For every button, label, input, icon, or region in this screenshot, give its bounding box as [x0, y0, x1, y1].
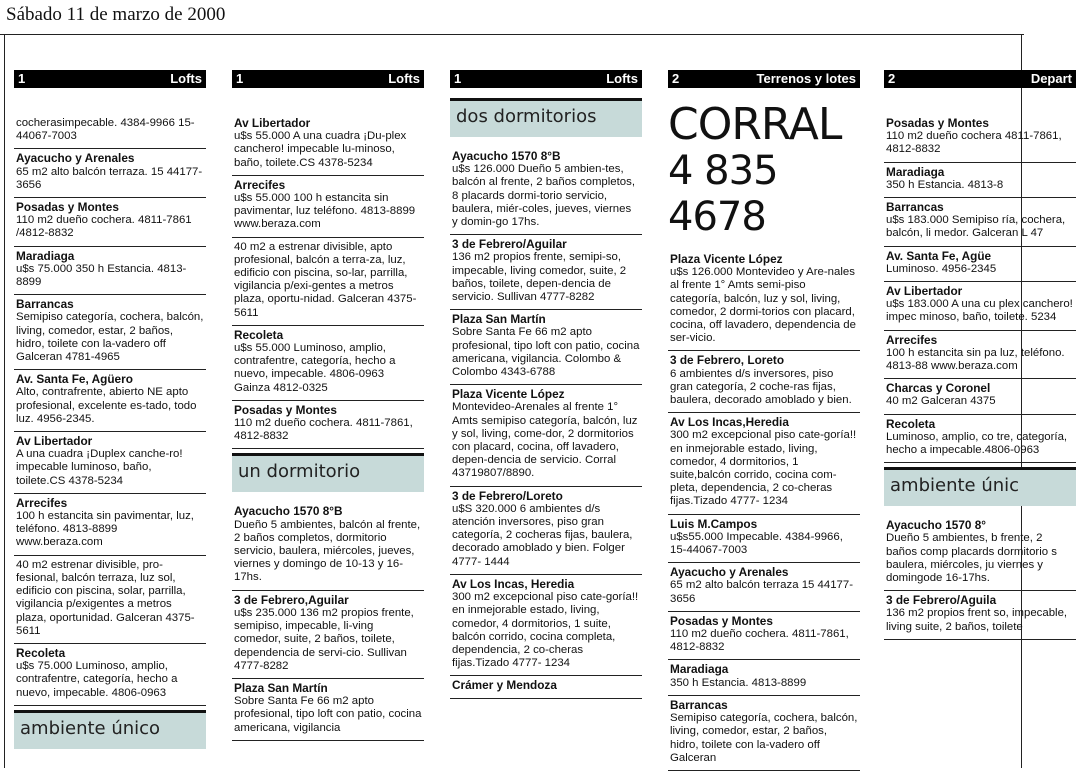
ad-text: u$s 55.000 100 h estancita sin pavimentar, luz teléfono. 4813-8899 www.beraza.com — [234, 192, 416, 231]
column-body — [668, 99, 860, 771]
ad-title: 3 de Febrero/Aguilar — [452, 237, 567, 252]
ad-text: 110 m2 dueño cochera. 4811-7861, 4812-8832 — [670, 628, 849, 654]
ad-text: 110 m2 dueño cochera. 4811-7861 /4812-8832 — [16, 214, 192, 240]
column-3 — [450, 70, 642, 768]
ad-text: u$s 55.000 Luminoso, amplio, contrafentre, categoría, hecho a nuevo, impecable. 4806-0963 Gainza 4812-0325 — [234, 342, 396, 394]
ad-text: u$S 320.000 6 ambientes d/s atención inversores, piso gran categoría, 2 cocheras fijas, baulera, decorado amoblado y bien. Folger 4777- 1444 — [452, 502, 633, 568]
classified-ad — [450, 310, 642, 385]
ad-text: u$s55.000 Impecable. 4384-9966, 15-44067-7003 — [670, 530, 843, 557]
classified-ad — [450, 385, 642, 486]
ad-title: Av Los Incas,Heredia — [670, 415, 789, 430]
column-body — [232, 114, 424, 741]
classified-ad — [884, 114, 1076, 163]
ad-text: u$s 75.000 350 h Estancia. 4813-8899 — [16, 262, 187, 289]
ad-title: Arrecifes — [16, 495, 68, 510]
classified-ad — [884, 331, 1076, 380]
ad-title: 3 de Febrero,Aguilar — [234, 592, 349, 607]
section-name: Lofts — [170, 71, 202, 86]
classified-ad — [668, 351, 860, 413]
column-1 — [14, 70, 206, 768]
ad-text: 110 m2 dueño cochera. 4811-7861, 4812-8832 — [234, 417, 413, 443]
section-name: Terrenos y lotes — [756, 71, 856, 86]
ad-text: 40 m2 estrenar divisible, pro-fesional, balcón terraza, luz sol, edificio con piscina, solar, parrilla, vigilancia p/exigentes a metros plaza, oportunidad. Galceran 4375-5611 — [16, 558, 195, 637]
ad-text: 350 h Estancia. 4813-8 — [886, 178, 1004, 191]
section-header — [232, 70, 424, 88]
column-body — [450, 98, 642, 699]
classified-ad — [14, 198, 206, 247]
ad-text: Alto, contrafrente, abierto NE apto profesional, excelente es-tado, todo luz. 4956-2345. — [16, 386, 197, 425]
ad-title: Av Libertador — [886, 284, 963, 299]
ad-title: Plaza Vicente López — [452, 387, 565, 402]
ad-title: Posadas y Montes — [886, 116, 989, 130]
ad-title: Barrancas — [670, 697, 728, 712]
ad-text: 300 m2 excepcional piso cate-goría!! en inmejorable estado, living, comedor, 4 dormitorios, 1 suite, balcón corrido, cocina completa, dependencia, 2 co-cheras fijas.Tizado 4777- 1234 — [452, 591, 639, 670]
advertiser-phone: 4 835 4678 — [668, 148, 778, 240]
classified-ad — [668, 413, 860, 514]
ad-title: Ayacucho y Arenales — [16, 151, 135, 166]
classified-ad — [232, 401, 424, 450]
classified-ad — [450, 147, 642, 235]
classified-ad — [14, 247, 206, 296]
ad-title: Crámer y Mendoza — [452, 678, 557, 693]
ad-text: 6 ambientes d/s inversores, piso gran categoría, 2 coche-ras fijas, baulera, decorado amoblado y bien. — [670, 367, 852, 407]
ad-title: Ayacucho 1570 8°B — [234, 504, 343, 519]
ad-text: 40 m2 a estrenar divisible, apto profesional, balcón a terra-za, luz, edificio con piscina, so-lar, parrilla, vigilancia p/exi-gentes a metros plaza, oportu-nidad. Galceran 4375-5611 — [234, 240, 417, 319]
classified-ad — [884, 591, 1076, 640]
classified-ad — [450, 676, 642, 698]
ad-text: Luminoso. 4956-2345 — [886, 262, 997, 275]
advertiser-name: CORRAL — [668, 99, 842, 150]
ad-title: Recoleta — [16, 645, 66, 660]
ad-title: Posadas y Montes — [234, 402, 337, 417]
ad-text: 100 h estancita sin pavimentar, luz, teléfono. 4813-8899 www.beraza.com — [16, 510, 194, 549]
category-band: ambiente único — [14, 710, 206, 749]
ad-title: Plaza San Martín — [234, 680, 328, 695]
section-header — [450, 70, 642, 88]
ad-text: 136 m2 propios frent so, impecable, living suite, 2 baños, toilete — [886, 607, 1068, 633]
ad-text: u$s 55.000 A una cuadra ¡Du-plex canchero! impecable lu-minoso, baño, toilete.CS 4378-5234 — [234, 130, 407, 169]
ad-text: Semipiso categoría, cochera, balcón, living, comedor, estar, 2 baños, hidro, toilete con la-vadero off Galceran — [670, 712, 858, 764]
ad-text: 110 m2 dueño cochera 4811-7861, 4812-8832 — [886, 130, 1062, 156]
category-band: un dormitorio — [232, 453, 424, 492]
column-5 — [884, 70, 1076, 768]
classified-ad — [668, 515, 860, 564]
ad-title: Charcas y Coronel — [886, 381, 991, 396]
dateline-text: Sábado 11 de marzo de 2000 — [6, 4, 226, 25]
section-header — [884, 70, 1076, 88]
section-number: 1 — [18, 71, 26, 86]
classified-ad — [232, 114, 424, 176]
ad-title: Luis M.Campos — [670, 516, 758, 531]
ad-text: u$s 183.000 A una cu plex canchero! impec minoso, baño, toilete. 5234 — [886, 298, 1073, 324]
section-number: 1 — [454, 71, 462, 86]
classified-ad — [232, 326, 424, 401]
classified-ad — [450, 487, 642, 575]
ad-text: Sobre Santa Fe 66 m2 apto profesional, tipo loft con patio, cocina americana, vigilancia. Colombo & Colombo 4343-6788 — [452, 326, 640, 379]
ad-title: Av Libertador — [234, 116, 311, 130]
classified-ad — [884, 247, 1076, 282]
ad-text: Luminoso, amplio, co tre, categoría, hecho a impecable.4806-0963 — [886, 430, 1068, 457]
classified-ad — [14, 114, 206, 149]
section-name: Lofts — [388, 71, 420, 86]
ad-text: 350 h Estancia. 4813-8899 — [670, 676, 807, 689]
ad-text: cocherasimpecable. 4384-9966 15-44067-7003 — [16, 117, 195, 143]
section-name: Depart — [1030, 71, 1072, 86]
ad-title: 3 de Febrero, Loreto — [670, 353, 785, 368]
ad-text: Semipiso categoría, cochera, balcón, living, comedor, estar, 2 baños, hidro, toilete con la-vadero off Galceran 4781-4965 — [16, 311, 204, 364]
ad-title: Recoleta — [886, 416, 936, 431]
ad-title: Posadas y Montes — [16, 200, 119, 215]
ad-title: 3 de Febrero/Aguila — [886, 593, 997, 608]
section-number: 2 — [672, 71, 680, 86]
classified-ad — [884, 516, 1076, 591]
ad-text: u$s 126.000 Montevideo y Are-nales al frente 1° Amts semi-piso categoría, balcón, luz y sol, living, comedor, 2 dormi-torios con placard, cocina, off lavadero, dependencia de ser-vicio. — [670, 266, 856, 345]
section-number: 1 — [236, 71, 244, 86]
ad-text: u$s 126.000 Dueño 5 ambien-tes, balcón al frente, 2 baños completos, 8 placards dormi-torio servicio, baulera, miér-coles, jueves, viernes y domin-go 17hs. — [452, 163, 635, 229]
category-band: ambiente únic — [884, 467, 1076, 506]
classified-ad — [450, 235, 642, 310]
ad-text: Sobre Santa Fe 66 m2 apto profesional, tipo loft con patio, cocina americana, vigilancia — [234, 695, 422, 734]
ad-title: Plaza San Martín — [452, 312, 546, 327]
classified-ad — [884, 282, 1076, 331]
classified-ad — [14, 295, 206, 370]
classified-ad — [450, 575, 642, 676]
dateline — [0, 0, 1024, 35]
classified-ad — [884, 163, 1076, 198]
ad-text: u$s 75.000 Luminoso, amplio, contrafentre, categoría, hecho a nuevo, impecable. 4806-0963 — [16, 660, 178, 699]
classified-ad — [668, 563, 860, 612]
classified-ad — [14, 149, 206, 198]
ad-title: Arrecifes — [886, 332, 938, 347]
ad-title: 3 de Febrero/Loreto — [452, 488, 563, 503]
ad-title: Arrecifes — [234, 177, 286, 192]
classified-ad — [668, 250, 860, 351]
ad-title: Barrancas — [886, 200, 944, 215]
classified-ad — [14, 556, 206, 644]
ad-text: u$s 183.000 Semipiso ría, cochera, balcón, li medor. Galceran L 47 — [886, 214, 1066, 240]
ad-text: 65 m2 alto balcón terraza. 15 44177-3656 — [16, 165, 203, 191]
ad-title: Av Los Incas, Heredia — [452, 576, 575, 591]
ad-title: Av. Santa Fe, Agüe — [886, 248, 992, 263]
classified-ad — [668, 612, 860, 661]
classified-ad — [232, 679, 424, 741]
ad-text: 136 m2 propios frente, semipi-so, impecable, living comedor, suite, 2 baños, toilete, depen-dencia de servicio. Sullivan 4777-8282 — [452, 251, 627, 304]
ad-title: Av Libertador — [16, 434, 93, 449]
ad-text: 300 m2 excepcional piso cate-goría!! en inmejorable estado, living, comedor, 4 dormitorios, 1 suite,balcón corrido, cocina com-pleta, dependencia, 2 co-cheras fijas.Tizado 4777- 1234 — [670, 429, 857, 508]
ad-title: Ayacucho 1570 8°B — [452, 149, 561, 163]
ad-title: Maradiaga — [886, 164, 945, 179]
ad-title: Recoleta — [234, 327, 284, 342]
ad-title: Plaza Vicente López — [670, 252, 783, 266]
section-name: Lofts — [606, 71, 638, 86]
classified-ad — [14, 370, 206, 432]
classified-ad — [884, 379, 1076, 414]
classified-ad — [14, 494, 206, 556]
classified-ad — [884, 198, 1076, 247]
ad-text: Dueño 5 ambientes, balcón al frente, 2 baños completos, dormitorio servicio, baulera, miércoles, jueves, viernes y domingo de 10-13 y 16-17hs. — [234, 518, 421, 584]
ad-text: Montevideo-Arenales al frente 1° Amts semipiso categoría, balcón, luz y sol, living, come-dor, 2 dormitorios con placard, cocina, off lavadero, depen-dencia de servicio. Corral 43719807/8890. — [452, 401, 638, 480]
ad-title: Barrancas — [16, 297, 74, 312]
classified-ad — [232, 176, 424, 238]
classified-ad — [668, 660, 860, 695]
classified-ad — [14, 432, 206, 494]
classified-ad — [232, 238, 424, 326]
column-4 — [668, 70, 860, 768]
classified-ad — [232, 502, 424, 590]
ad-text: Dueño 5 ambientes, b frente, 2 baños comp placards dormitorio s baulera, miércoles, ju viernes y domingode 16-17hs. — [886, 532, 1057, 585]
section-number: 2 — [888, 71, 896, 86]
ad-text: 40 m2 Galceran 4375 — [886, 395, 996, 408]
ad-text: u$s 235.000 136 m2 propios frente, semipiso, impecable, li-ving comedor, suite, 2 baños, toilete, dependencia de servi-cio. Sullivan 4777-8282 — [234, 606, 414, 672]
column-2 — [232, 70, 424, 768]
ad-title: Ayacucho y Arenales — [670, 565, 789, 580]
classified-ad — [884, 415, 1076, 464]
section-header — [14, 70, 206, 88]
ad-title: Ayacucho 1570 8° — [886, 518, 987, 533]
classified-ad — [232, 591, 424, 679]
column-body — [14, 114, 206, 749]
ad-text: 100 h estancita sin pa luz, teléfono. 4813-88 www.beraza.com — [886, 346, 1065, 373]
ad-title: Maradiaga — [670, 662, 729, 677]
category-band: dos dormitorios — [450, 98, 642, 137]
section-header — [668, 70, 860, 88]
ad-title: Maradiaga — [16, 248, 75, 263]
ad-title: Posadas y Montes — [670, 613, 773, 628]
column-body — [884, 114, 1076, 640]
ad-text: A una cuadra ¡Duplex canche-ro! impecable luminoso, baño, toilete.CS 4378-5234 — [16, 448, 183, 487]
classified-ad — [14, 644, 206, 706]
ad-text: 65 m2 alto balcón terraza 15 44177-3656 — [670, 579, 854, 605]
ad-title: Av. Santa Fe, Agüero — [16, 372, 133, 387]
classified-ad — [668, 696, 860, 771]
